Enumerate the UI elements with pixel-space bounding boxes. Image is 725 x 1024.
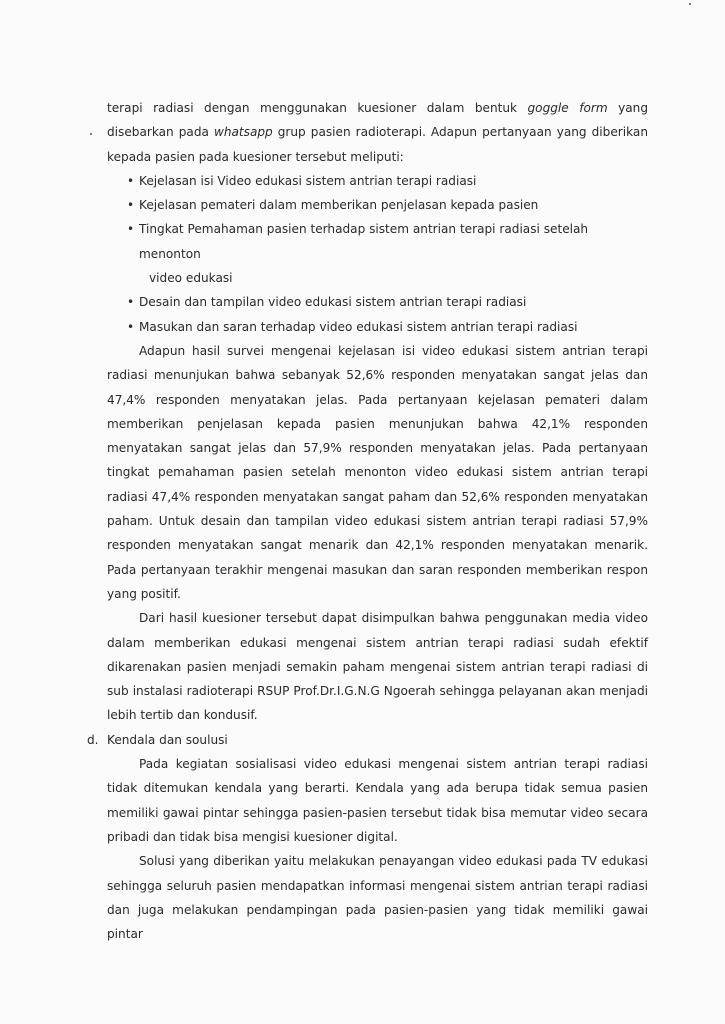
intro-emphasis-whatsapp: whatsapp — [213, 125, 273, 140]
list-item — [127, 290, 648, 314]
bullet-icon: • — [127, 198, 135, 213]
page-body — [87, 96, 649, 946]
bullet-icon: • — [127, 173, 135, 188]
intro-text-3: grup pasien radioterapi. Adapun pertanyaan yang diberikan kepada pasien pada kuesioner tersebut meliputi: — [107, 125, 648, 164]
list-item-text: Desain dan tampilan video edukasi sistem antrian terapi radiasi — [139, 295, 527, 310]
section-heading-text: Kendala dan soulusi — [107, 732, 228, 747]
intro-text-1: terapi radiasi dengan menggunakan kuesioner dalam bentuk — [107, 101, 528, 115]
bullet-icon: • — [127, 222, 135, 237]
list-item — [127, 315, 648, 339]
list-item-text: Kejelasan isi Video edukasi sistem antrian terapi radiasi — [139, 173, 477, 188]
conclusion-paragraph: Dari hasil kuesioner tersebut dapat disimpulkan bahwa penggunakan media video dalam memberikan edukasi mengenai sistem antrian terapi radiasi sudah efektif dikarenakan pasien menjadi semakin paham mengenai sistem antrian terapi radiasi di sub instalasi radioterapi RSUP Prof.Dr.I.G.N.G Ngoerah sehingga pelayanan akan menjadi lebih tertib dan kondusif. — [107, 611, 648, 723]
section-heading-label: d. — [87, 732, 99, 747]
list-item-text: Kejelasan pemateri dalam memberikan penjelasan kepada pasien — [139, 198, 539, 213]
intro-emphasis-google-form: goggle form — [527, 101, 608, 115]
list-item-text: Tingkat Pemahaman pasien terhadap sistem antrian terapi radiasi setelah menonton — [139, 222, 589, 261]
list-item-text: Masukan dan saran terhadap video edukasi sistem antrian terapi radiasi — [139, 319, 578, 334]
scan-speck — [689, 3, 691, 5]
list-item — [127, 169, 648, 193]
list-item — [127, 193, 648, 217]
survey-results-paragraph: Adapun hasil survei mengenai kejelasan isi video edukasi sistem antrian terapi radiasi menunjukan bahwa sebanyak 52,6% responden menyatakan sangat jelas dan 47,4% responden menyatakan jelas. Pada pertanyaan kejelasan pemateri dalam memberikan penjelasan kepada pasien menunjukan bahwa 42,1% responden menyatakan sangat jelas dan 57,9% responden menyatakan jelas. Pada pertanyaan tingkat pemahaman pasien setelah menonton video edukasi sistem antrian terapi radiasi 47,4% responden menyatakan sangat paham dan 52,6% responden menyatakan paham. Untuk desain dan tampilan video edukasi sistem antrian terapi radiasi 57,9% responden menyatakan sangat menarik dan 42,1% responden menyatakan menarik. Pada pertanyaan terakhir mengenai masukan dan saran responden memberikan respon yang positif. — [107, 343, 648, 601]
bullet-icon: • — [127, 319, 135, 334]
obstacles-paragraph: Pada kegiatan sosialisasi video edukasi mengenai sistem antrian terapi radiasi tidak ditemukan kendala yang berarti. Kendala yang ada berupa tidak semua pasien memiliki gawai pintar sehingga pasien-pasien tersebut tidak bisa memutar video secara pribadi dan tidak bisa mengisi kuesioner digital. — [107, 757, 648, 844]
scan-speck — [90, 133, 92, 135]
solutions-paragraph: Solusi yang diberikan yaitu melakukan penayangan video edukasi pada TV edukasi sehingga seluruh pasien mendapatkan informasi mengenai sistem antrian terapi radiasi dan juga melakukan pendampingan pada pasien-pasien yang tidak memiliki gawai pintar — [107, 854, 648, 942]
intro-paragraph — [107, 96, 648, 169]
bullet-icon: • — [127, 295, 135, 310]
questionnaire-list — [107, 169, 648, 339]
list-item — [127, 217, 648, 290]
list-item-text-continuation: video edukasi — [149, 271, 233, 286]
intro-text-2: yang disebarkan pada — [107, 101, 649, 140]
section-heading — [87, 728, 648, 752]
